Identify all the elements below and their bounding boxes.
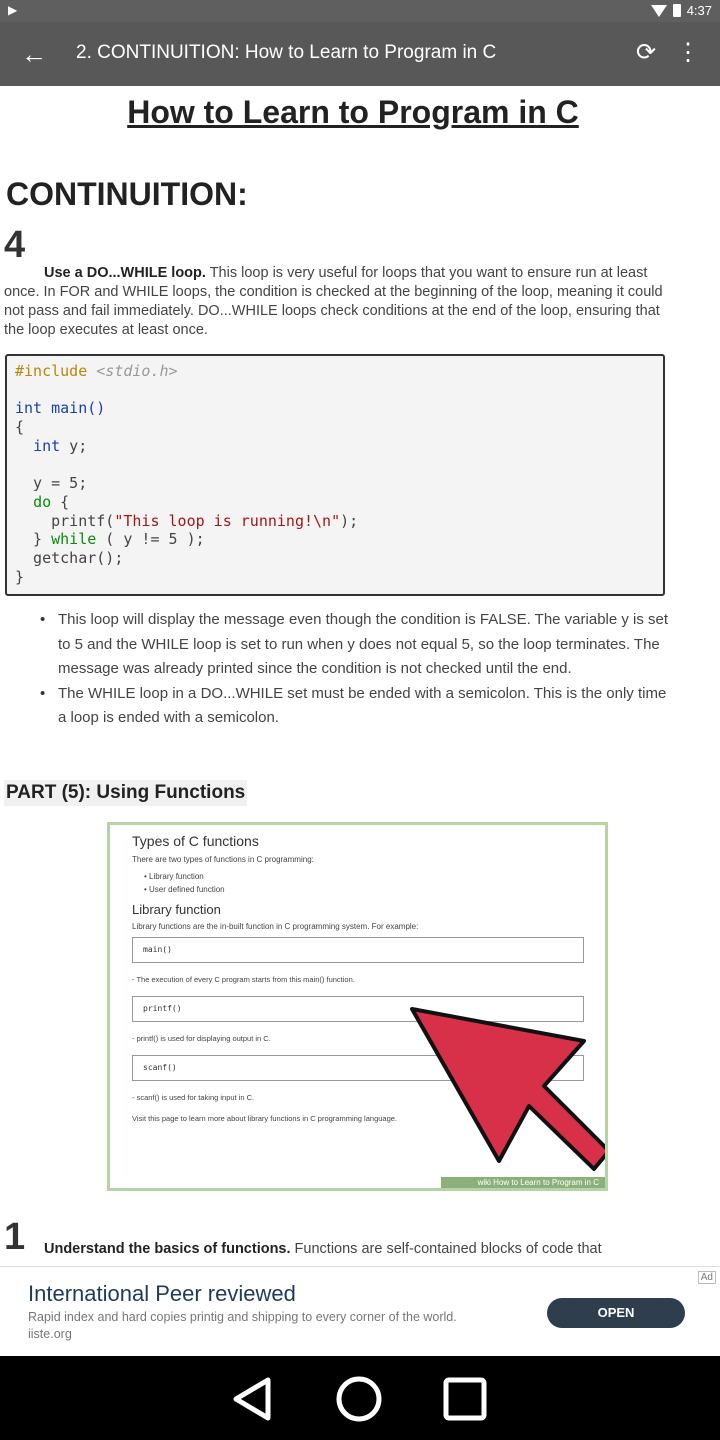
ad-title[interactable]: International Peer reviewed [28,1281,296,1306]
code-include-file: <stdio.h> [96,362,178,380]
ad-url: iiste.org [28,1327,72,1341]
step-number: 4 [4,224,26,266]
code-printf-end: ); [340,511,359,530]
next-step-text [44,1241,664,1257]
part-heading: PART (5): Using Functions [4,780,247,806]
status-time: 4:37 [686,3,712,18]
code-decl-var: y; [60,436,88,455]
code-while-kw: while [51,530,97,549]
nav-home-icon[interactable] [334,1374,384,1424]
figure-intro: There are two types of functions in C programming: [132,855,314,864]
code-while-pre: } [15,530,52,549]
status-icons [651,3,712,18]
code-while-cond: ( y != 5 ); [96,530,205,549]
article-content[interactable] [0,86,720,1266]
cursor-arrow-icon [404,1001,608,1181]
code-main-fn: main() [51,399,106,418]
code-brace-close: } [15,567,25,586]
figure-code-scanf: scanf() [132,1055,584,1081]
article-title: How to Learn to Program in C [127,94,579,130]
figure-note-main: - The execution of every C program starts from this main() function. [132,975,355,984]
code-decl-kw: int [33,436,61,455]
step-body: This loop is very useful for loops that you want to ensure run at least once. In FOR and WHILE loops, the condition is checked at the beginning of the loop, meaning it could not pass and fail immediately. DO...WHILE loops check conditions at the end of the loop, ensuring that the loop executes at least once. [4,265,663,338]
more-vert-icon[interactable]: ⋮ [676,39,700,66]
figure-code-main: main() [132,937,584,963]
code-do-brace: { [51,492,70,511]
next-step-number: 1 [4,1216,26,1258]
figure-sub-intro: Library functions are the in-built function in C programming system. For example: [132,922,419,931]
code-printf-string: "This loop is running!\n" [114,511,341,530]
bullet-item: • The WHILE loop in a DO...WHILE set must be ended with a semicolon. This is the only time a loop is ended with a semicolon. [40,682,670,731]
code-printf-call: printf( [15,511,115,530]
step-lead: Use a DO...WHILE loop. [44,265,206,281]
code-main-kw: int [15,399,43,418]
section-heading: CONTINUITION: [6,176,248,212]
figure-list-item: • User defined function [144,883,592,896]
code-block [5,354,665,596]
wifi-icon [651,5,667,17]
figure-visit: Visit this page to learn more about library functions in C programming language. [132,1114,398,1123]
figure-note-scanf: - scanf() is used for taking input in C. [132,1093,255,1102]
bullet-item: • This loop will display the message even though the condition is FALSE. The variable y is set to 5 and the WHILE loop is set to run when y does not equal 5, so the loop terminates. The message was already printed since the condition is not checked until the end. [40,608,670,682]
figure-list-item: • Library function [144,870,592,883]
nav-back-icon[interactable] [228,1374,278,1424]
code-brace-open: { [15,418,25,437]
refresh-icon[interactable]: ⟳ [635,39,657,66]
arrow-shape [412,1009,608,1169]
arrow-left-icon[interactable]: ← [21,39,47,69]
code-do-kw: do [33,492,52,511]
play-icon: ▶ [8,3,18,17]
bullet-list [40,608,670,731]
code-assign: y = 5; [15,474,88,493]
nav-recents-icon[interactable] [442,1376,488,1422]
next-step-lead: Understand the basics of functions. [44,1241,291,1257]
code-include-directive: #include [15,362,88,380]
figure-note-printf: - printf() is used for displaying output in C. [132,1034,271,1043]
ad-banner[interactable] [0,1266,720,1356]
status-bar [0,0,720,22]
app-bar [0,22,720,86]
next-step-body: Functions are self-contained blocks of code that [290,1241,602,1257]
figure-caption: wiki How to Learn to Program in C [441,1177,605,1188]
figure-code-printf: printf() [132,996,584,1022]
functions-figure[interactable] [107,822,608,1191]
navigation-bar [0,1356,720,1440]
ad-open-button[interactable]: OPEN [547,1298,685,1328]
battery-icon [673,4,681,17]
ad-badge[interactable]: Ad [698,1271,716,1284]
figure-heading: Types of C functions [132,833,259,849]
step-text [4,264,674,340]
code-getchar: getchar(); [15,549,124,568]
figure-subheading: Library function [132,902,221,917]
figure-list [144,870,592,896]
ad-description: Rapid index and hard copies printig and shipping to every corner of the world. [28,1310,457,1324]
app-bar-title: 2. CONTINUITION: How to Learn to Program in C [76,42,497,63]
